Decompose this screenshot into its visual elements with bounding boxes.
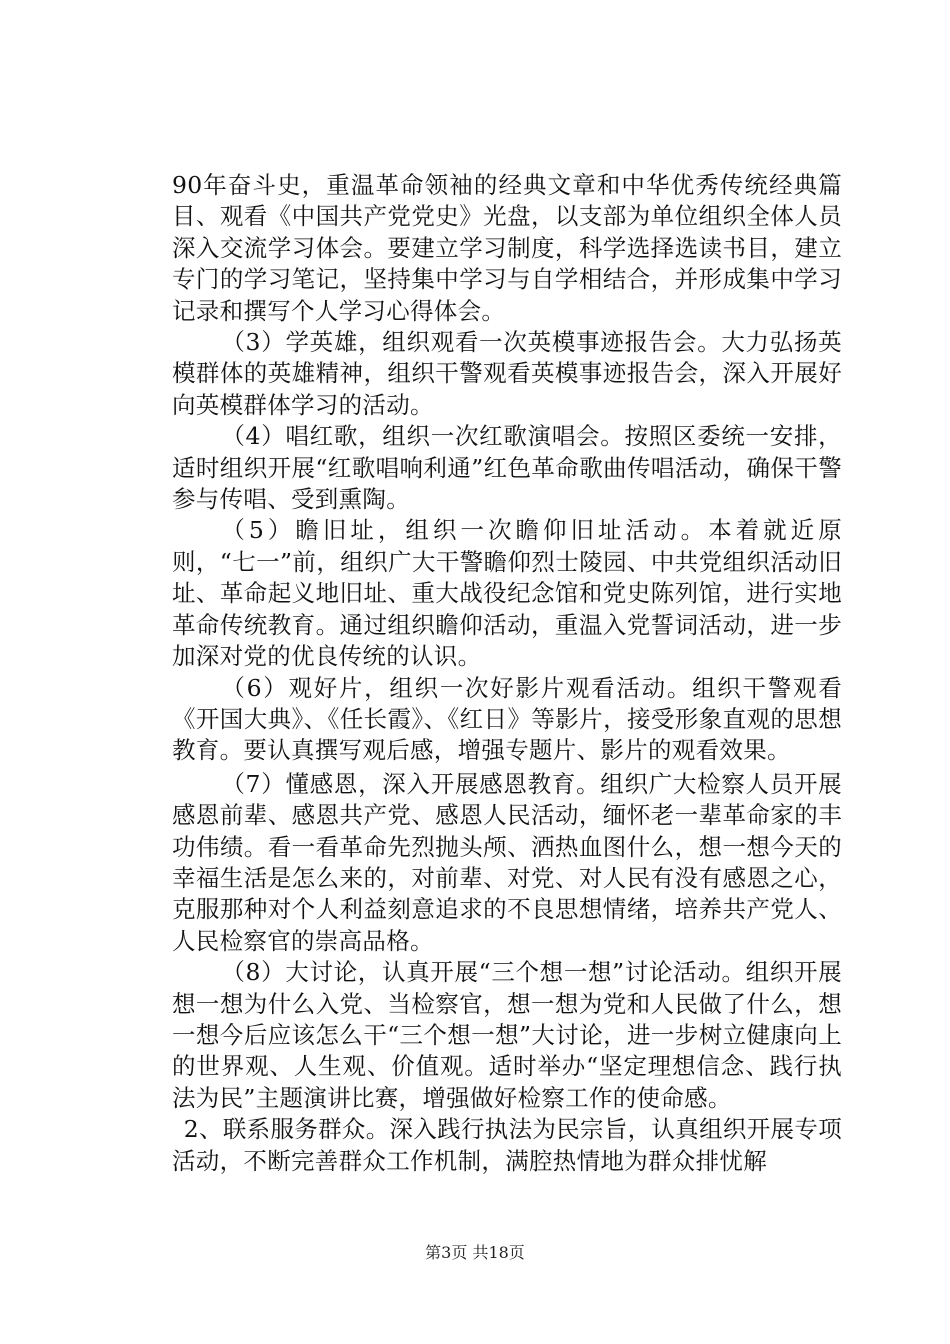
document-body bbox=[172, 170, 842, 1177]
paragraph-item-6: （6）观好片，组织一次好影片观看活动。组织干警观看《开国大典》、《任长霞》、《红日》等影片，接受形象直观的思想教育。要认真撰写观后感，增强专题片、影片的观看效果。 bbox=[172, 673, 842, 765]
paragraph-section-2: 2、联系服务群众。深入践行执法为民宗旨，认真组织开展专项活动，不断完善群众工作机制，满腔热情地为群众排忧解 bbox=[172, 1115, 842, 1175]
paragraph-item-5: （5）瞻旧址，组织一次瞻仰旧址活动。本着就近原则，“七一”前，组织广大干警瞻仰烈士陵园、中共党组织活动旧址、革命起义地旧址、重大战役纪念馆和党史陈列馆，进行实地革命传统教育。通过组织瞻仰活动，重温入党誓词活动，进一步加深对党的优良传统的认识。 bbox=[172, 516, 842, 671]
paragraph-item-8: （8）大讨论，认真开展“三个想一想”讨论活动。组织开展想一想为什么入党、当检察官，想一想为党和人民做了什么，想一想今后应该怎么干“三个想一想”大讨论，进一步树立健康向上的世界观、人生观、价值观。适时举办“坚定理想信念、践行执法为民”主题演讲比赛，增强做好检察工作的使命感。 bbox=[172, 958, 842, 1112]
paragraph-continuation: 90年奋斗史，重温革命领袖的经典文章和中华优秀传统经典篇目、观看《中国共产党党史》光盘，以支部为单位组织全体人员深入交流学习体会。要建立学习制度，科学选择选读书目，建立专门的学习笔记，坚持集中学习与自学相结合，并形成集中学习记录和撰写个人学习心得体会。 bbox=[172, 171, 842, 325]
page-number-footer: 第3页 共18页 bbox=[425, 1243, 525, 1262]
paragraph-item-7: （7）懂感恩，深入开展感恩教育。组织广大检察人员开展感恩前辈、感恩共产党、感恩人民活动，缅怀老一辈革命家的丰功伟绩。看一看革命先烈抛头颅、洒热血图什么，想一想今天的幸福生活是怎么来的，对前辈、对党、对人民有没有感恩之心，克服那种对个人利益刻意追求的不良思想情绪，培养共产党人、人民检察官的崇高品格。 bbox=[172, 769, 842, 955]
paragraph-item-3: （3）学英雄，组织观看一次英模事迹报告会。大力弘扬英模群体的英雄精神，组织干警观看英模事迹报告会，深入开展好向英模群体学习的活动。 bbox=[172, 328, 842, 419]
paragraph-item-4: （4）唱红歌，组织一次红歌演唱会。按照区委统一安排，适时组织开展“红歌唱响利通”红色革命歌曲传唱活动，确保干警参与传唱、受到熏陶。 bbox=[172, 422, 842, 514]
